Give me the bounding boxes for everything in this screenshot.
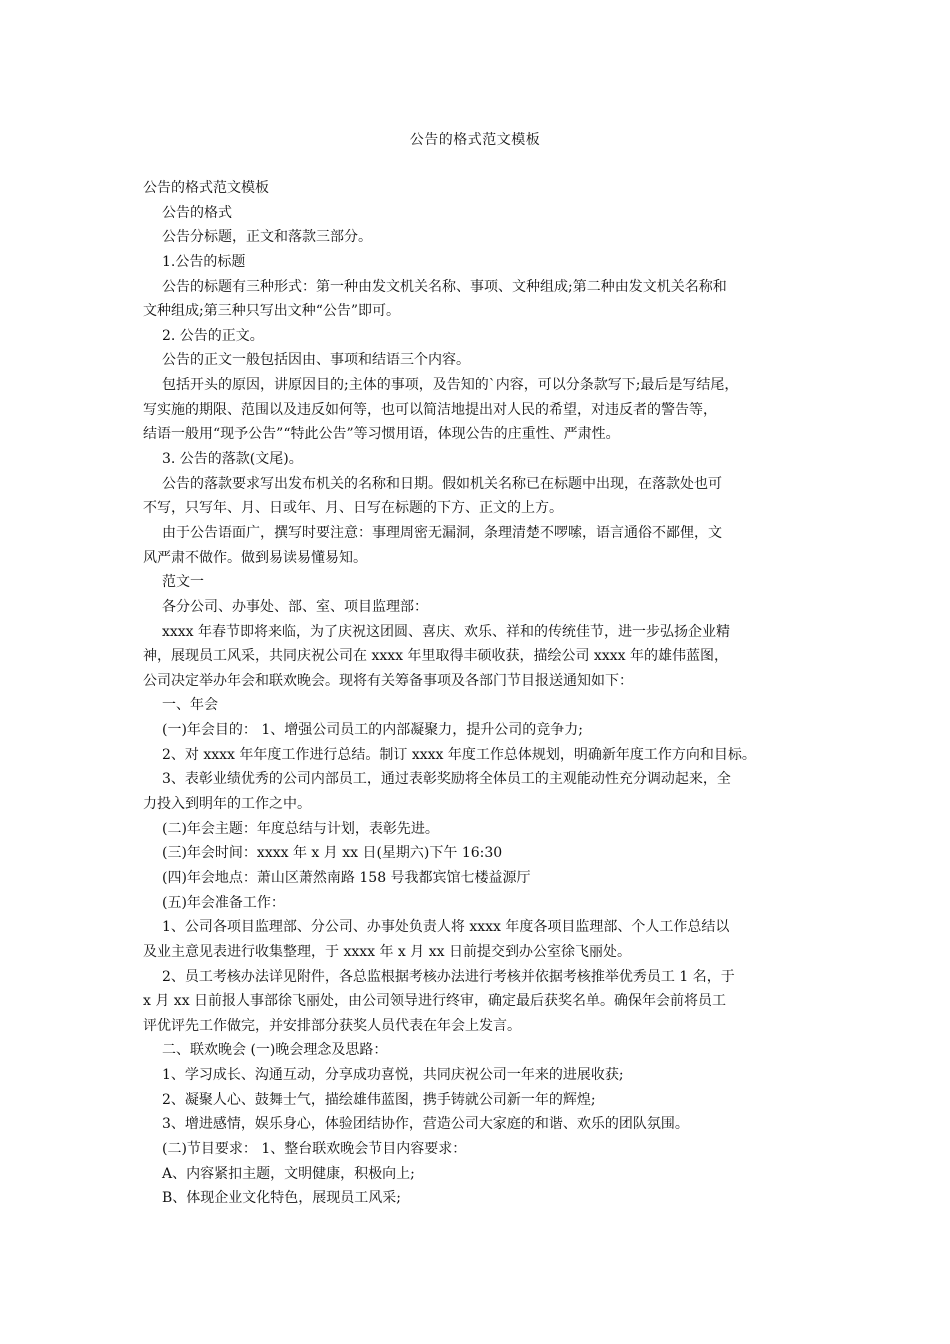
text-line: 风严肃不做作。做到易读易懂易知。 bbox=[143, 549, 367, 566]
text-line: A、内容紧扣主题，文明健康，积极向上; bbox=[162, 1165, 415, 1182]
text-line: 公告的正文一般包括因由、事项和结语三个内容。 bbox=[162, 352, 470, 369]
text-line: 2、员工考核办法详见附件，各总监根据考核办法进行考核并依据考核推举优秀员工 1 名，于 bbox=[162, 968, 735, 985]
text-line: (一)年会目的： 1、增强公司员工的内部凝聚力，提升公司的竞争力; bbox=[162, 722, 583, 739]
text-line: 1、学习成长、沟通互动，分享成功喜悦，共同庆祝公司一年来的进展收获; bbox=[162, 1067, 624, 1084]
text-line: 结语一般用“现予公告”“特此公告”等习惯用语，体现公告的庄重性、严肃性。 bbox=[143, 426, 620, 443]
text-line: 公告的标题有三种形式：第一种由发文机关名称、事项、文种组成;第二种由发文机关名称和 bbox=[162, 278, 727, 295]
text-line: 评优评先工作做完，并安排部分获奖人员代表在年会上发言。 bbox=[143, 1017, 521, 1034]
text-line: 神，展现员工风采，共同庆祝公司在 xxxx 年里取得丰硕收获，描绘公司 xxxx 年的雄伟蓝图， bbox=[143, 648, 728, 665]
text-line: 包括开头的原因，讲原因目的;主体的事项，及告知的`内容，可以分条款写下;最后是写结尾， bbox=[162, 377, 739, 394]
text-line: 公司决定举办年会和联欢晚会。现将有关筹备事项及各部门节目报送通知如下： bbox=[143, 672, 633, 689]
text-line: (三)年会时间：xxxx 年 x 月 xx 日(星期六)下午 16:30 bbox=[162, 845, 503, 862]
text-line: 写实施的期限、范围以及违反如何等，也可以简洁地提出对人民的希望，对违反者的警告等， bbox=[143, 401, 717, 418]
document-body bbox=[143, 176, 813, 1211]
text-line: 公告分标题，正文和落款三部分。 bbox=[162, 229, 372, 246]
text-line: 1.公告的标题 bbox=[162, 253, 246, 270]
text-line: 一、年会 bbox=[162, 697, 218, 714]
text-line: 2、凝聚人心、鼓舞士气，描绘雄伟蓝图，携手铸就公司新一年的辉煌; bbox=[162, 1091, 596, 1108]
text-line: 2、对 xxxx 年年度工作进行总结。制订 xxxx 年度工作总体规划，明确新年度工作方向和目标。 bbox=[162, 746, 756, 763]
text-line: 公告的格式范文模板 bbox=[143, 180, 269, 196]
text-line: 3. 公告的落款(文尾)。 bbox=[162, 451, 303, 468]
text-line: xxxx 年春节即将来临，为了庆祝这团圆、喜庆、欢乐、祥和的传统佳节，进一步弘扬企业精 bbox=[162, 623, 731, 640]
text-line: 各分公司、办事处、部、室、项目监理部： bbox=[162, 598, 428, 615]
text-line: B、体现企业文化特色，展现员工风采; bbox=[162, 1190, 402, 1207]
text-line: (四)年会地点：萧山区萧然南路 158 号我都宾馆七楼益源厅 bbox=[162, 869, 531, 886]
text-line: 3、增进感情，娱乐身心，体验团结协作，营造公司大家庭的和谐、欢乐的团队氛围。 bbox=[162, 1116, 689, 1133]
text-line: (二)节目要求： 1、整台联欢晚会节目内容要求： bbox=[162, 1140, 467, 1157]
text-line: 由于公告语面广，撰写时要注意：事理周密无漏洞，条理清楚不啰嗦，语言通俗不鄙俚，文 bbox=[162, 524, 722, 541]
text-line: (二)年会主题：年度总结与计划，表彰先进。 bbox=[162, 820, 439, 837]
text-line: x 月 xx 日前报人事部徐飞丽处，由公司领导进行终审，确定最后获奖名单。确保年会前将员工 bbox=[143, 993, 727, 1010]
text-line: 二、联欢晚会 (一)晚会理念及思路： bbox=[162, 1042, 388, 1059]
text-line: 公告的落款要求写出发布机关的名称和日期。假如机关名称已在标题中出现，在落款处也可 bbox=[162, 475, 722, 492]
text-line: 文种组成;第三种只写出文种“公告”即可。 bbox=[143, 303, 401, 320]
text-line: 公告的格式 bbox=[162, 204, 232, 221]
page-title: 公告的格式范文模板 bbox=[409, 132, 541, 148]
text-line: 范文一 bbox=[162, 574, 204, 591]
text-line: 2. 公告的正文。 bbox=[162, 327, 264, 344]
text-line: 3、表彰业绩优秀的公司内部员工，通过表彰奖励将全体员工的主观能动性充分调动起来，全 bbox=[162, 771, 731, 788]
text-line: 1、公司各项目监理部、分公司、办事处负责人将 xxxx 年度各项目监理部、个人工作总结以 bbox=[162, 919, 730, 936]
text-line: (五)年会准备工作： bbox=[162, 894, 285, 911]
text-line: 及业主意见表进行收集整理，于 xxxx 年 x 月 xx 日前提交到办公室徐飞丽处。 bbox=[143, 943, 631, 960]
text-line: 力投入到明年的工作之中。 bbox=[143, 796, 311, 813]
text-line: 不写，只写年、月、日或年、月、日写在标题的下方、正文的上方。 bbox=[143, 500, 563, 517]
